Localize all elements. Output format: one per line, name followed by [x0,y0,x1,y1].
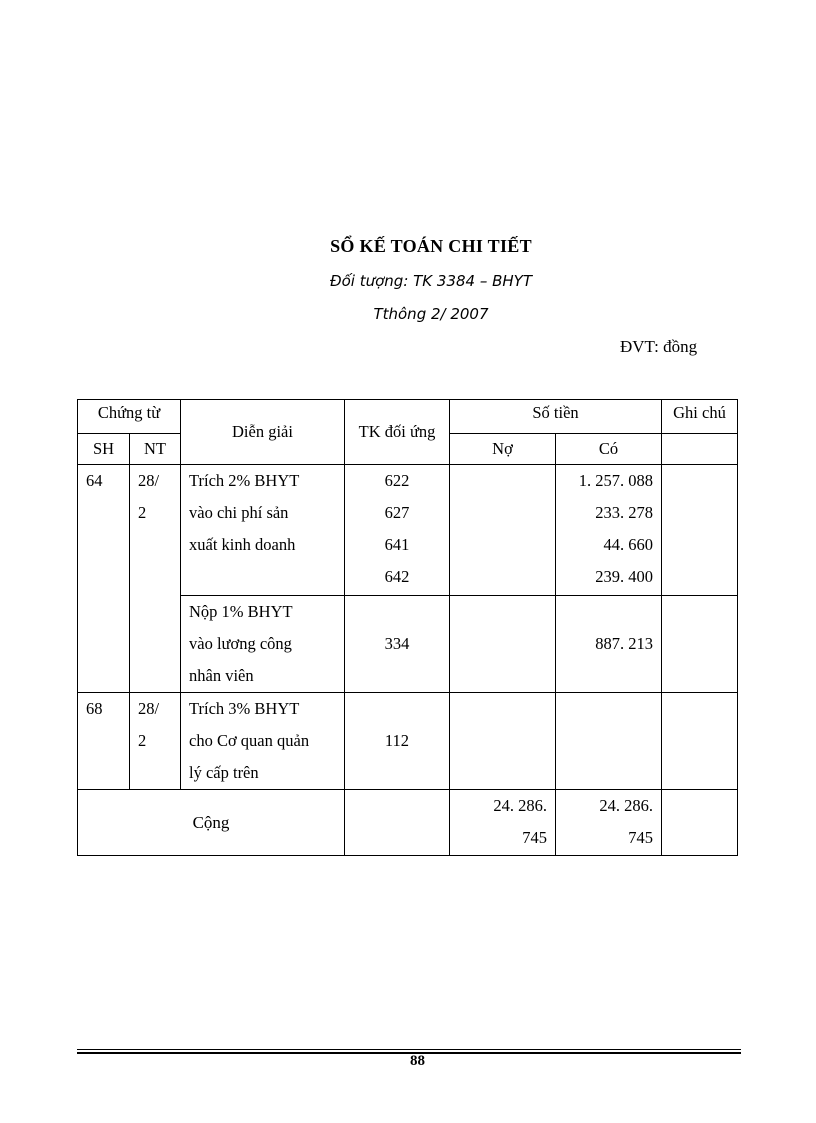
header-row-1 [78,400,738,434]
cell-credit [556,693,662,790]
document-title: SỔ KẾ TOÁN CHI TIẾT [330,236,532,256]
ledger-table [77,399,738,856]
header-sh: SH [78,434,130,465]
cell-accounts: 334 [345,596,450,693]
header-dien-giai: Diễn giải [181,400,345,465]
table-row [78,465,738,596]
header-so-tien: Số tiền [450,400,662,434]
cell-credit: 1. 257. 088 233. 278 44. 660 239. 400 [556,465,662,596]
cell-debit [450,693,556,790]
cell-note [662,465,738,596]
cell-accounts [345,790,450,856]
total-label: Cộng [78,790,345,856]
cell-sh: 64 [78,465,130,693]
cell-description: Trích 2% BHYT vào chi phí sản xuất kinh doanh [181,465,345,596]
currency-unit: ĐVT: đồng [620,337,698,356]
cell-note [662,596,738,693]
document-subject: Đối tượng: TK 3384 – BHYT [329,272,533,290]
cell-accounts: 622 627 641 642 [345,465,450,596]
total-debit: 24. 286. 745 [450,790,556,856]
cell-debit [450,596,556,693]
cell-sh: 68 [78,693,130,790]
cell-accounts: 112 [345,693,450,790]
cell-nt: 28/ 2 [130,465,181,693]
total-credit: 24. 286. 745 [556,790,662,856]
cell-note [662,693,738,790]
cell-description: Nộp 1% BHYT vào lương công nhân viên [181,596,345,693]
footer-rule [77,1049,741,1050]
header-co: Có [556,434,662,465]
cell-description: Trích 3% BHYT cho Cơ quan quản lý cấp trên [181,693,345,790]
document-period: Tthông 2/ 2007 [373,305,489,323]
page-number: 88 [410,1053,425,1069]
header-ghi-chu: Ghi chú [662,400,738,434]
header-tk-doi-ung: TK đối ứng [345,400,450,465]
cell-note [662,790,738,856]
header-chung-tu: Chứng từ [78,400,181,434]
total-row [78,790,738,856]
header-ghi-chu-blank [662,434,738,465]
header-nt: NT [130,434,181,465]
table-row [78,693,738,790]
cell-nt: 28/ 2 [130,693,181,790]
cell-credit: 887. 213 [556,596,662,693]
header-no: Nợ [450,434,556,465]
cell-debit [450,465,556,596]
